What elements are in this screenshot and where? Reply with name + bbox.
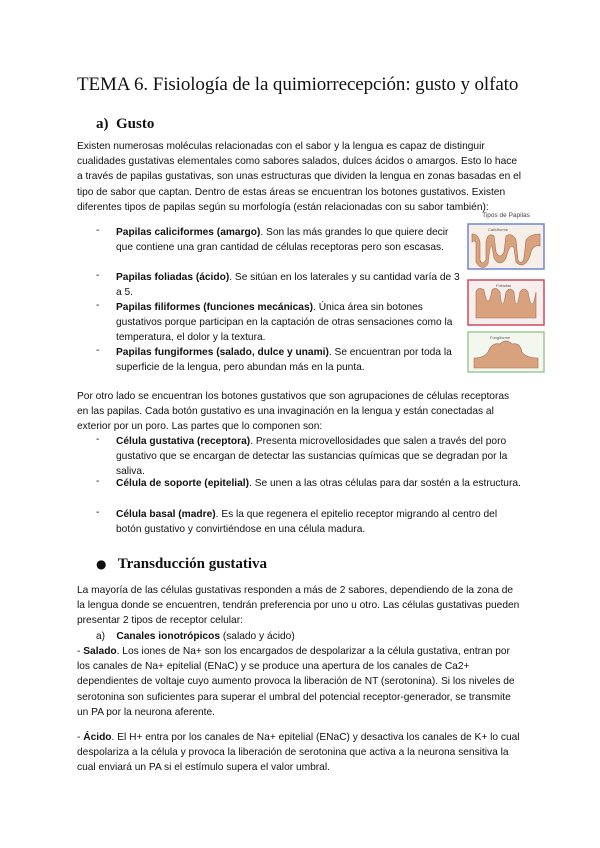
item-term: Célula de soporte (epitelial): [116, 478, 250, 489]
list-item: [116, 300, 461, 346]
paragraph-text: . Los iones de Na+ son los encargados de despolarizar a la célula gustativa, entran por los canales de Na+ epitelial (ENaC) y se produce una apertura de los canales de Ca2+ dependientes de voltaje cuyo aumento provoca la liberación de NT (serotonina). Si los niveles de serotonina son suficientes para superar el umbral del potencial receptor-generador, se transmite un PA por la neurona aferente.: [77, 646, 515, 718]
paragraph-text: . El H+ entra por los canales de Na+ epitelial (ENaC) y desactiva los canales de K+ lo cual despolariza a la célula y provoca la liberación de serotonina que activa a la neurona sensitiva la cual enviará un PA si el estímulo supera el valor umbral.: [77, 732, 520, 774]
item-term: Canales ionotrópicos: [116, 631, 220, 642]
heading-text: Transducción gustativa: [117, 556, 268, 572]
item-text: . Se unen a las otras células para dar sostén a la estructura.: [249, 478, 521, 489]
bullet-icon: ●: [96, 557, 107, 571]
list-item: [116, 345, 461, 375]
item-term: Papilas fungiformes (salado, dulce y unami): [116, 347, 329, 358]
list-dash: -: [96, 434, 100, 445]
figure-label: Foliadas: [496, 283, 512, 288]
item-text: (salado y ácido): [219, 631, 295, 642]
figure-label: Fungiforme: [490, 335, 511, 340]
item-text: . Son las más grandes lo que quiere decir que contiene una gran cantidad de células receptoras pero son escasas.: [116, 227, 449, 254]
item-term: Papilas foliadas (ácido): [116, 272, 230, 283]
list-dash: -: [96, 270, 100, 281]
list-dash: -: [96, 225, 100, 236]
transduccion-heading: [96, 556, 267, 573]
list-dash: -: [96, 476, 100, 487]
papilas-diagram: [466, 212, 546, 374]
papilas-figure: [466, 212, 546, 374]
item-term: Papilas caliciformes (amargo): [116, 227, 261, 238]
item-text: . Presenta microvellosidades que salen a través del poro gustativo que se encargan de detectar las sustancias químicas que se degradan por la saliva.: [116, 436, 508, 478]
dash-prefix: -: [77, 646, 84, 657]
figure-label: Caliciforme: [488, 227, 509, 232]
item-marker: a): [96, 631, 106, 642]
list-item: [116, 507, 522, 537]
list-dash: -: [96, 345, 100, 356]
list-item: [116, 476, 522, 491]
item-text: . Es la que regenera el epitelio receptor migrando al centro del botón gustativo y convirtiéndose en una célula madura.: [116, 509, 498, 536]
canales-item: [96, 629, 295, 644]
list-dash: -: [96, 507, 100, 518]
item-text: . Única área sin botones gustativos porque participan en la captación de otras sensaciones como la temperatura, el dolor y la textura.: [116, 302, 453, 344]
figure-title: Tipos de Papilas: [482, 212, 530, 219]
section-gusto-heading: [96, 116, 154, 133]
salado-paragraph: [77, 644, 522, 720]
list-item: [116, 270, 461, 300]
section-marker: a): [96, 116, 109, 132]
list-item: [116, 225, 461, 255]
acido-paragraph: [77, 730, 522, 776]
dash-prefix: -: [77, 732, 84, 743]
term: Ácido: [83, 732, 112, 743]
transduccion-paragraph: La mayoría de las células gustativas responden a más de 2 sabores, dependiendo de la zona de la lengua donde se encuentren, tendrán preferencia por uno u otro. Las células gustativas pueden presentar 2 tipos de receptor celular:: [77, 585, 520, 627]
term: Salado: [83, 646, 117, 657]
item-term: Célula basal (madre): [116, 509, 216, 520]
section-title: Gusto: [116, 116, 155, 132]
item-term: Célula gustativa (receptora): [116, 436, 251, 447]
item-text: . Se sitúan en los laterales y su cantidad varía de 3 a 5.: [116, 272, 460, 299]
page-title: TEMA 6. Fisiología de la quimiorrecepción: gusto y olfato: [77, 74, 519, 95]
intro-paragraph: Existen numerosas moléculas relacionadas con el sabor y la lengua es capaz de distinguir cualidades gustativas elementales como sabores salados, dulces ácidos o amargos. Esto lo hace a través de papilas gustativas, son unas estructuras que dividen la lengua en zonas basadas en el tipo de sabor que captan. Dentro de estas áreas se encuentran los botones gustativos. Existen diferentes tipos de papilas según su morfología (están relacionadas con su sabor también):: [77, 141, 522, 213]
list-item: [116, 434, 522, 480]
list-dash: -: [96, 300, 100, 311]
item-term: Papilas filiformes (funciones mecánicas): [116, 302, 314, 313]
item-text: . Se encuentran por toda la superficie de la lengua, pero abundan más en la punta.: [116, 347, 452, 374]
botones-paragraph: Por otro lado se encuentran los botones gustativos que son agrupaciones de células receptoras en las papilas. Cada botón gustativo es una invaginación en la lengua y están conectadas al exterior por un poro. Las partes que lo componen son:: [77, 391, 510, 433]
